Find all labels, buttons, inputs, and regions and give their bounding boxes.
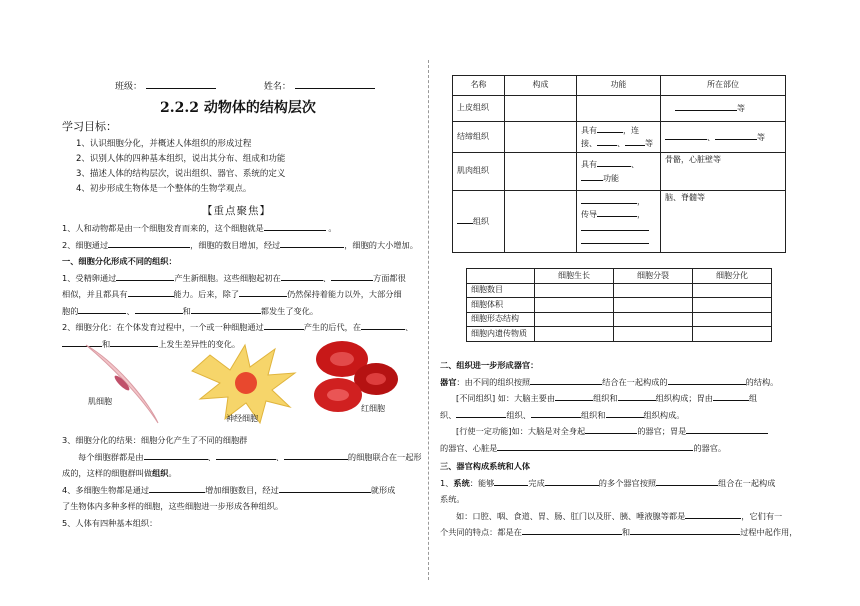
intro-questions <box>62 220 422 352</box>
answer-blank[interactable] <box>581 222 649 231</box>
answer-blank[interactable] <box>128 288 174 297</box>
page-title: 2.2.2 动物体的结构层次 <box>160 100 316 116</box>
table-header: 功能 <box>577 76 661 96</box>
table-row <box>453 153 786 191</box>
answer-blank[interactable] <box>675 102 737 111</box>
question-line: 了生物体内多种多样的细胞，这些细胞进一步形成各种组织。 <box>62 501 284 511</box>
class-blank[interactable] <box>146 80 216 89</box>
table-row: 细胞体积 <box>467 298 772 313</box>
answer-blank[interactable] <box>581 235 649 244</box>
table-cell: ， 传导 ， <box>577 191 661 253</box>
answer-blank[interactable] <box>280 239 344 248</box>
question-line: 和 上发生差异性的变化。 <box>62 336 422 353</box>
answer-blank[interactable] <box>457 215 473 224</box>
table-cell[interactable] <box>505 191 577 253</box>
table-cell: 肌肉组织 <box>453 153 505 191</box>
goals-list <box>76 137 285 197</box>
answer-blank[interactable] <box>116 272 174 281</box>
question-line: [行使一定功能]如：大脑是对全身起 的器官；胃是 <box>440 423 810 440</box>
table-row: 细胞内遗传物质 <box>467 327 772 342</box>
table-cell: 等 <box>661 96 786 122</box>
column-divider <box>428 60 429 580</box>
answer-blank[interactable] <box>665 131 707 140</box>
red-blood-cell-caption: 红细胞 <box>361 404 385 413</box>
tissue-table <box>452 75 786 253</box>
answer-blank[interactable] <box>331 272 373 281</box>
answer-blank[interactable] <box>456 409 506 418</box>
table-cell[interactable] <box>505 122 577 153</box>
table-header: 名称 <box>453 76 505 96</box>
question-line: 2、细胞分化：在个体发育过程中，一个或一种细胞通过 产生的后代，在 、 <box>62 322 414 332</box>
answer-blank[interactable] <box>597 208 637 217</box>
nerve-cell-icon <box>192 345 295 423</box>
answer-blank[interactable] <box>281 272 323 281</box>
goal-item: 3、描述人体的结构层次，说出组织、器官、系统的定义 <box>76 169 286 179</box>
answer-blank[interactable] <box>630 526 740 535</box>
answer-blank[interactable] <box>522 526 622 535</box>
answer-blank[interactable] <box>668 376 746 385</box>
table-header: 细胞分化 <box>693 269 772 284</box>
goal-item: 2、识别人体的四种基本组织，说出其分布、组成和功能 <box>76 154 286 164</box>
table-cell: 、 等 <box>661 122 786 153</box>
system-section <box>440 458 810 541</box>
section-heading: 三、器官构成系统和人体 <box>440 461 531 471</box>
red-blood-cell-icon <box>314 341 398 412</box>
goals-heading: 学习目标： <box>62 120 117 133</box>
question-line: 相似，并且都具有 能力。后来，除了 仍然保持着能力以外，大部分细 <box>62 289 402 299</box>
answer-blank[interactable] <box>585 425 637 434</box>
table-cell: 具有 、 功能 <box>577 153 661 191</box>
table-row: 细胞数目 <box>467 283 772 298</box>
focus-heading: 【重点聚焦】 <box>202 205 271 217</box>
answer-blank[interactable] <box>581 195 637 204</box>
table-cell: 骨骼，心脏壁等 <box>661 153 786 191</box>
goal-item: 1、认识细胞分化，并概述人体组织的形成过程 <box>76 139 252 149</box>
answer-blank[interactable] <box>545 477 599 486</box>
organ-section <box>440 357 810 456</box>
question-line: 胞的 、 和 都发生了变化。 <box>62 305 319 316</box>
answer-blank[interactable] <box>78 305 126 314</box>
answer-blank[interactable] <box>618 392 656 401</box>
lower-questions <box>62 432 422 531</box>
question-line: 2、细胞通过 ，细胞的数目增加，经过 ，细胞的大小增加。 <box>62 239 418 250</box>
answer-blank[interactable] <box>149 484 205 493</box>
table-header: 细胞生长 <box>535 269 614 284</box>
answer-blank[interactable] <box>597 137 617 146</box>
table-cell: 上皮组织 <box>453 96 505 122</box>
answer-blank[interactable] <box>279 484 371 493</box>
question-line: 1、人和动物都是由一个细胞发育而来的，这个细胞就是 。 <box>62 223 337 233</box>
answer-blank[interactable] <box>625 137 645 146</box>
table-cell: 组织 <box>453 191 505 253</box>
question-line: 3、细胞分化的结果：细胞分化产生了不同的细胞群 <box>62 435 248 445</box>
answer-blank[interactable] <box>555 392 593 401</box>
answer-blank[interactable] <box>108 239 190 248</box>
goal-item: 4、初步形成生物体是一个整体的生物学观点。 <box>76 184 252 194</box>
table-row <box>453 122 786 153</box>
answer-blank[interactable] <box>264 222 326 231</box>
answer-blank[interactable] <box>597 158 631 167</box>
answer-blank[interactable] <box>715 131 757 140</box>
answer-blank[interactable] <box>361 321 405 330</box>
table-row <box>453 191 786 253</box>
answer-blank[interactable] <box>597 124 623 133</box>
table-header <box>467 269 535 284</box>
question-line: 的器官、心脏是 的器官。 <box>440 442 727 453</box>
answer-blank[interactable] <box>191 305 261 314</box>
answer-blank[interactable] <box>686 425 768 434</box>
answer-blank[interactable] <box>284 451 348 460</box>
answer-blank[interactable] <box>264 321 304 330</box>
name-blank[interactable] <box>295 80 375 89</box>
question-line: 5、人体有四种基本组织： <box>62 517 158 528</box>
question-line: [不同组织] 如：大脑主要由 组织和 组织构成；胃由 组 <box>456 393 758 403</box>
section-heading: 一、细胞分化形成不同的组织： <box>62 256 177 266</box>
table-row: 细胞形态结构 <box>467 312 772 327</box>
table-cell: 具有 ，连 接、 、 等 <box>577 122 661 153</box>
answer-blank[interactable] <box>685 510 741 519</box>
answer-blank[interactable] <box>531 409 581 418</box>
table-cell[interactable] <box>577 96 661 122</box>
muscle-cell-icon <box>86 345 158 423</box>
question-line: 1、系统：能够 完成 的多个器官按照 组合在一起构成 <box>440 477 776 488</box>
table-header: 构成 <box>505 76 577 96</box>
question-line: 系统。 <box>440 494 465 504</box>
answer-blank[interactable] <box>530 376 602 385</box>
question-line: 织、 组织、 组织和 组织构成。 <box>440 409 685 420</box>
cell-process-table <box>466 268 772 342</box>
question-line: 4、多细胞生物都是通过 增加细胞数目，经过 就形成 <box>62 484 396 495</box>
answer-blank[interactable] <box>144 451 208 460</box>
answer-blank[interactable] <box>494 477 528 486</box>
table-cell: 结缔组织 <box>453 122 505 153</box>
muscle-cell-caption: 肌细胞 <box>88 397 112 406</box>
question-line: 器官：由不同的组织按照 结合在一起构成的 的结构。 <box>440 376 779 387</box>
answer-blank[interactable] <box>606 409 644 418</box>
table-cell[interactable] <box>505 153 577 191</box>
table-cell: 脑、脊髓等 <box>661 191 786 253</box>
question-line: 每个细胞群都是由 、 、 的细胞联合在一起形 <box>78 451 422 462</box>
answer-blank[interactable] <box>135 305 183 314</box>
answer-blank[interactable] <box>656 477 718 486</box>
table-header: 细胞分裂 <box>614 269 693 284</box>
section-heading: 二、组织进一步形成器官： <box>440 360 539 370</box>
nerve-cell-caption: 神经细胞 <box>226 414 258 423</box>
question-line: 1、受精卵通过 产生新细胞。这些细胞起初在 、 方面都很 <box>62 272 406 283</box>
answer-blank[interactable] <box>713 392 749 401</box>
answer-blank[interactable] <box>497 442 693 451</box>
answer-blank[interactable] <box>216 451 276 460</box>
student-info-line <box>115 80 379 94</box>
class-label: 班级： <box>115 82 143 92</box>
table-row <box>453 96 786 122</box>
answer-blank[interactable] <box>239 288 287 297</box>
name-label: 姓名： <box>263 82 291 92</box>
question-line: 个共同的特点：都是在 和 过程中起作用， <box>440 527 798 537</box>
table-cell[interactable] <box>505 96 577 122</box>
question-line: 如：口腔、咽、食道、胃、肠、肛门以及肝、胰、唾液腺等都是 ，它们有一 <box>456 510 783 521</box>
question-line: 成的，这样的细胞群叫做组织。 <box>62 468 177 478</box>
table-header: 所在部位 <box>661 76 786 96</box>
answer-blank[interactable] <box>581 172 603 181</box>
